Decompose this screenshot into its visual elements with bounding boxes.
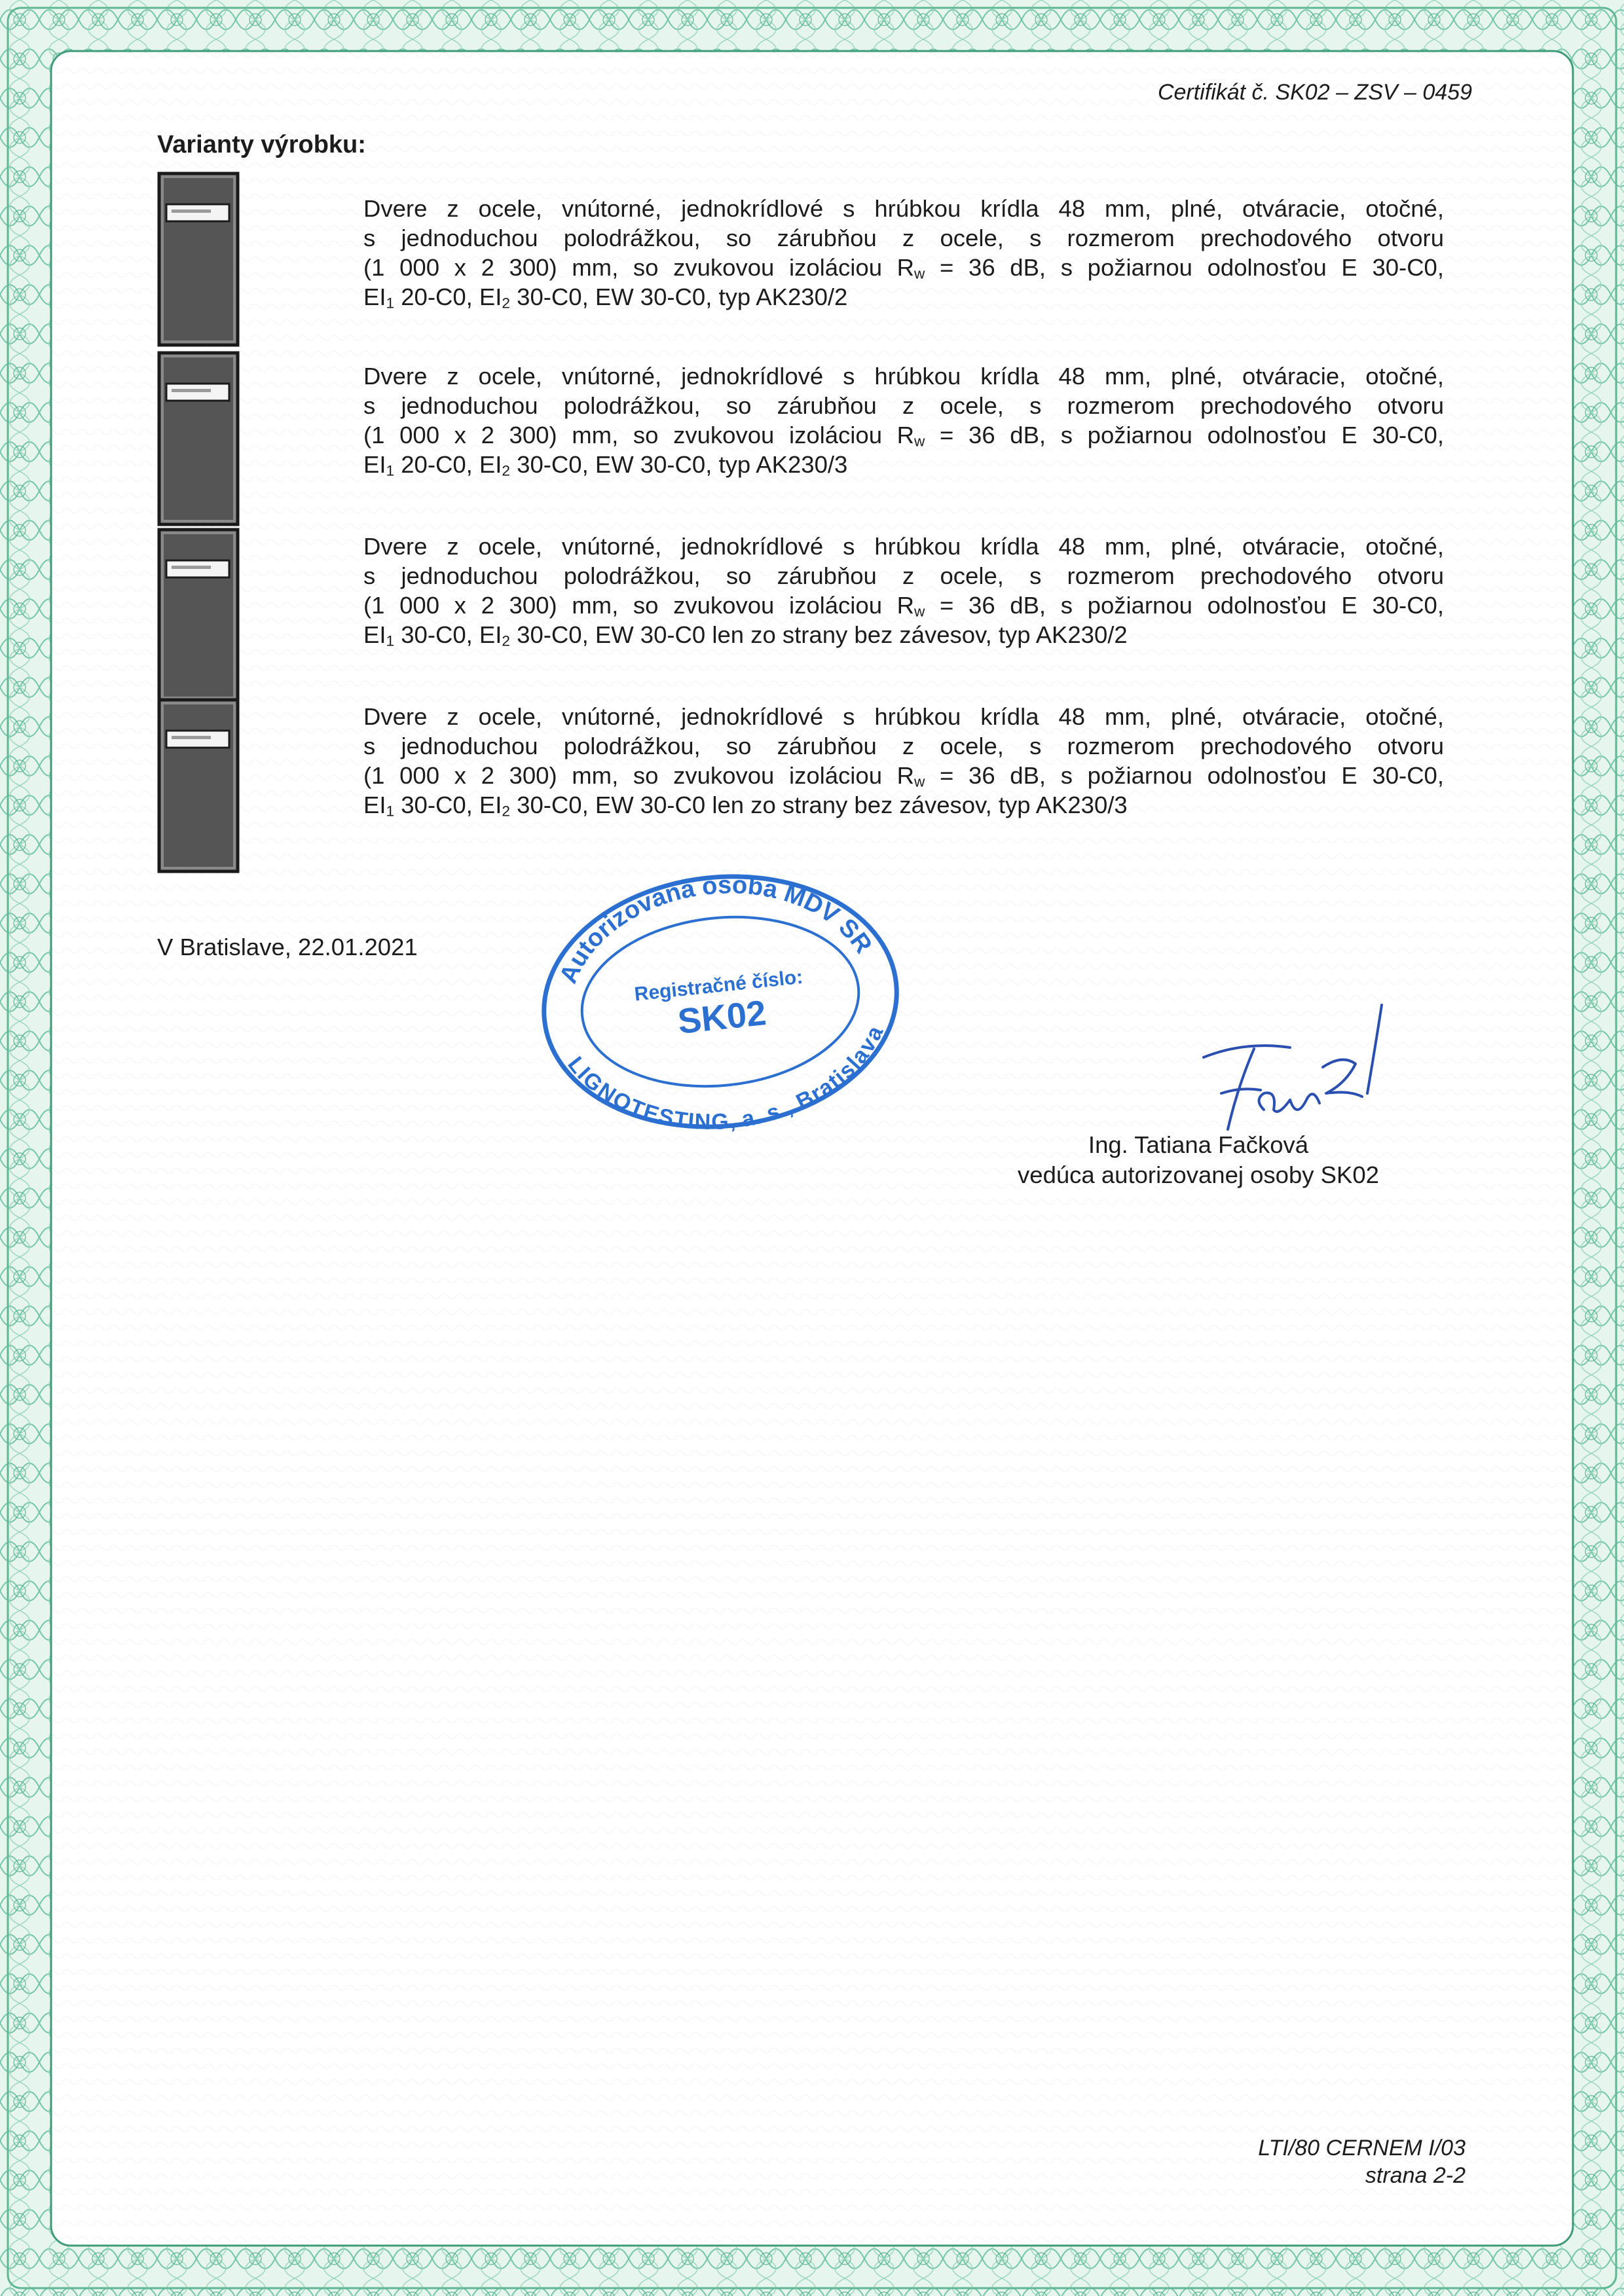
steel-door-icon bbox=[157, 698, 240, 873]
variant-1-line-4 bbox=[363, 282, 1444, 312]
place-and-date: V Bratislave, 22.01.2021 bbox=[157, 934, 418, 960]
stamp-bottom-arc-text: LIGNOTESTING, a. s., Bratislava bbox=[563, 1022, 889, 1135]
variant-3-rw-subscript: w bbox=[914, 603, 925, 620]
certificate-number: Certifikát č. SK02 – ZSV – 0459 bbox=[1157, 80, 1472, 105]
variant-4-ei2: 30-C0, EI bbox=[394, 792, 502, 818]
variant-3-description bbox=[363, 532, 1444, 649]
variant-1-ei1: EI bbox=[363, 283, 386, 310]
variant-4-ei2-subscript: 2 bbox=[502, 803, 511, 820]
variant-1-description bbox=[363, 194, 1444, 312]
variant-3-type: 30-C0, EW 30-C0 len zo strany bez závesov, typ AK230/2 bbox=[510, 621, 1128, 648]
variant-3-line-3-text-end: = 36 dB, s požiarnou odolnosťou E 30-C0, bbox=[925, 592, 1444, 619]
variant-2-ei1-subscript: 1 bbox=[386, 462, 395, 479]
variant-2-ei2-subscript: 2 bbox=[502, 462, 511, 479]
variant-3-ei2-subscript: 2 bbox=[502, 632, 511, 649]
variant-2-ei2: 20-C0, EI bbox=[394, 451, 502, 478]
variant-4-line-2: s jednoduchou polodrážkou, so zárubňou z ocele, s rozmerom prechodového otvoru bbox=[363, 733, 1444, 759]
variant-1-type: 30-C0, EW 30-C0, typ AK230/2 bbox=[510, 283, 848, 310]
page-number: strana 2-2 bbox=[1365, 2163, 1466, 2188]
variant-2-ei1: EI bbox=[363, 451, 386, 478]
variant-2-rw-subscript: w bbox=[914, 433, 925, 450]
variant-2-type: 30-C0, EW 30-C0, typ AK230/3 bbox=[510, 451, 848, 478]
variant-1-rw-subscript: w bbox=[914, 265, 925, 282]
variant-4-line-3-text-end: = 36 dB, s požiarnou odolnosťou E 30-C0, bbox=[925, 762, 1444, 789]
steel-door-icon bbox=[157, 351, 240, 526]
handwritten-signature bbox=[1192, 995, 1428, 1146]
stamp-registration-label: Registračné číslo: bbox=[633, 966, 804, 1006]
variant-3-ei1-subscript: 1 bbox=[386, 632, 395, 649]
variant-4-type: 30-C0, EW 30-C0 len zo strany bez závesov, typ AK230/3 bbox=[510, 792, 1128, 818]
signer-name: Ing. Tatiana Fačková bbox=[1088, 1131, 1309, 1158]
variant-1-ei2-subscript: 2 bbox=[502, 295, 511, 312]
variant-2-line-3-text: (1 000 x 2 300) mm, so zvukovou izoláciou R bbox=[363, 422, 915, 448]
variant-2-line-3 bbox=[363, 420, 1444, 450]
variant-4-line-3 bbox=[363, 761, 1444, 790]
variant-3-line-3 bbox=[363, 591, 1444, 620]
variant-2-line-4 bbox=[363, 450, 1444, 479]
official-stamp bbox=[530, 864, 910, 1139]
variant-1-line-3 bbox=[363, 253, 1444, 282]
variant-4-ei1: EI bbox=[363, 792, 386, 818]
variant-2-line-2: s jednoduchou polodrážkou, so zárubňou z ocele, s rozmerom prechodového otvoru bbox=[363, 392, 1444, 419]
variant-3-line-2: s jednoduchou polodrážkou, so zárubňou z ocele, s rozmerom prechodového otvoru bbox=[363, 562, 1444, 589]
steel-door-icon bbox=[157, 172, 240, 347]
variant-2-description bbox=[363, 361, 1444, 479]
variant-4-line-1: Dvere z ocele, vnútorné, jednokrídlové s hrúbkou krídla 48 mm, plné, otváracie, otočné, bbox=[363, 703, 1444, 730]
variants-heading: Varianty výrobku: bbox=[157, 131, 366, 158]
variant-4-rw-subscript: w bbox=[914, 773, 925, 790]
variant-4-line-4 bbox=[363, 790, 1444, 820]
stamp-top-arc-text: Autorizovaná osoba MDV SR bbox=[554, 871, 877, 988]
variant-4-ei1-subscript: 1 bbox=[386, 803, 395, 820]
variant-1-line-3-text-end: = 36 dB, s požiarnou odolnosťou E 30-C0, bbox=[925, 254, 1444, 281]
signer-role: vedúca autorizovanej osoby SK02 bbox=[1018, 1161, 1379, 1188]
variant-1-line-3-text: (1 000 x 2 300) mm, so zvukovou izoláciou R bbox=[363, 254, 915, 281]
variant-1-line-1: Dvere z ocele, vnútorné, jednokrídlové s hrúbkou krídla 48 mm, plné, otváracie, otočné, bbox=[363, 195, 1444, 222]
variant-3-ei1: EI bbox=[363, 621, 386, 648]
variant-1-ei2: 20-C0, EI bbox=[394, 283, 502, 310]
variant-4-description bbox=[363, 702, 1444, 820]
variant-3-line-3-text: (1 000 x 2 300) mm, so zvukovou izoláciou R bbox=[363, 592, 915, 619]
stamp-registration-number: SK02 bbox=[676, 993, 768, 1042]
variant-3-line-1: Dvere z ocele, vnútorné, jednokrídlové s hrúbkou krídla 48 mm, plné, otváracie, otočné, bbox=[363, 533, 1444, 560]
variant-2-line-1: Dvere z ocele, vnútorné, jednokrídlové s hrúbkou krídla 48 mm, plné, otváracie, otočné, bbox=[363, 363, 1444, 390]
form-code: LTI/80 CERNEM I/03 bbox=[1258, 2136, 1466, 2160]
variant-3-ei2: 30-C0, EI bbox=[394, 621, 502, 648]
steel-door-icon bbox=[157, 528, 240, 703]
variant-1-ei1-subscript: 1 bbox=[386, 295, 395, 312]
variant-3-line-4 bbox=[363, 620, 1444, 649]
variant-1-line-2: s jednoduchou polodrážkou, so zárubňou z ocele, s rozmerom prechodového otvoru bbox=[363, 225, 1444, 251]
variant-4-line-3-text: (1 000 x 2 300) mm, so zvukovou izoláciou R bbox=[363, 762, 915, 789]
variant-2-line-3-text-end: = 36 dB, s požiarnou odolnosťou E 30-C0, bbox=[925, 422, 1444, 448]
